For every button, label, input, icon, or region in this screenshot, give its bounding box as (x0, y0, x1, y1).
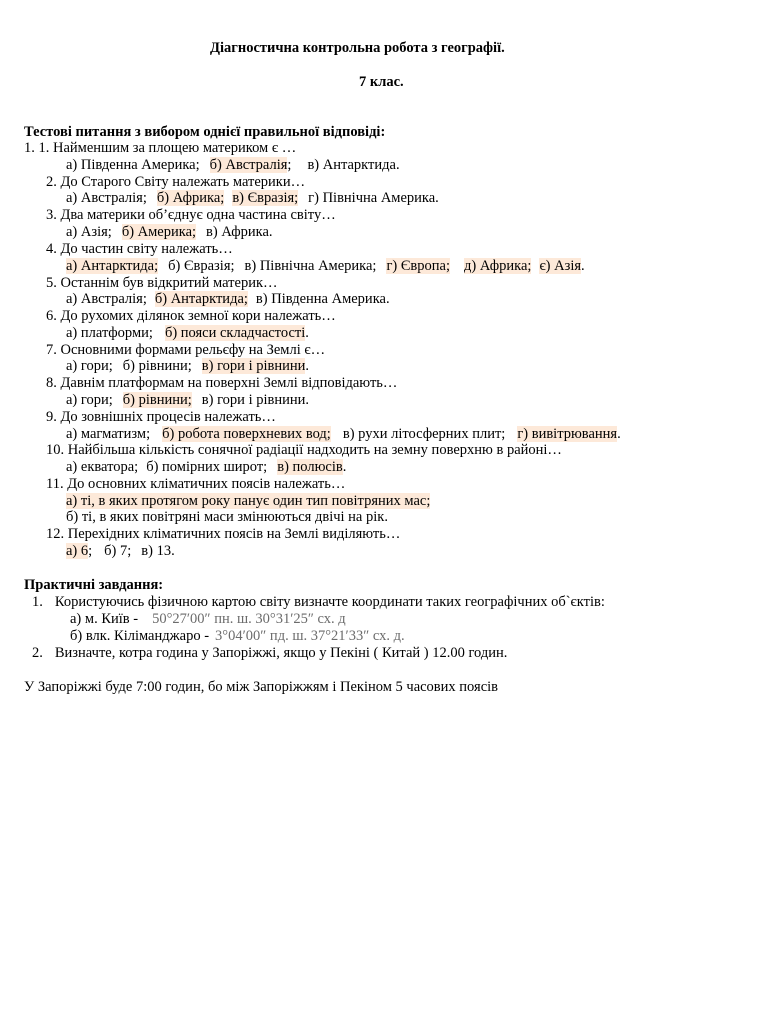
separator: . (305, 325, 309, 341)
option-c: в) гори і рівнини. (201, 392, 310, 408)
question-12-text: 12. Перехідних кліматичних поясів на Землі виділяють… (46, 526, 401, 542)
practice-heading: Практичні завдання: (24, 577, 164, 593)
option-b-correct: б) Африка; (156, 190, 225, 206)
question-4-options (66, 258, 585, 275)
option-c: в) Південна Америка. (255, 291, 390, 307)
option-c: в) Антарктида. (307, 157, 400, 173)
question-3-text: 3. Два материки об’єднує одна частина світу… (46, 207, 336, 223)
option-b-correct: б) пояси складчастості (164, 325, 306, 341)
grade-label: 7 клас. (359, 74, 404, 90)
practice-task-2 (32, 645, 507, 662)
option-d-correct: г) Європа; (386, 258, 450, 274)
question-12-options (66, 543, 175, 560)
question-7-options (66, 358, 309, 375)
task-1-number: 1. (32, 594, 43, 610)
option-c: в) Північна Америка; (244, 258, 377, 274)
question-3-options (66, 224, 273, 241)
question-1 (24, 140, 296, 157)
task-2-text: Визначте, котра година у Запоріжжі, якщо у Пекіні ( Китай ) 12.00 годин. (54, 645, 508, 661)
question-9-text: 9. До зовнішніх процесів належать… (46, 409, 276, 425)
question-2-text: 2. До Старого Світу належать материки… (46, 174, 306, 190)
option-b-correct: б) рівнини; (122, 392, 192, 408)
document-title: Діагностична контрольна робота з географії. (210, 40, 505, 56)
question-1-options (66, 157, 400, 174)
option-b: б) помірних широт; (146, 459, 268, 475)
option-b-correct: б) робота поверхневих вод; (162, 426, 331, 442)
separator: . (581, 258, 585, 274)
task-1-answer-a (70, 611, 346, 628)
option-a-correct: а) Антарктида; (66, 258, 159, 274)
option-b: б) рівнини; (122, 358, 192, 374)
option-b-correct: б) Австралія (209, 157, 288, 173)
answer-b-coordinates: 3°04′00″ пд. ш. 37°21′33″ сх. д. (215, 628, 405, 644)
option-a-correct: а) ті, в яких протягом року панує один тип повітряних мас; (66, 493, 431, 509)
task-1-text: Користуючись фізичною картою світу визначте координати таких географічних об`єктів: (54, 594, 605, 610)
option-e-correct: д) Африка; (464, 258, 532, 274)
question-10-options (66, 459, 346, 476)
option-b: б) Євразія; (168, 258, 235, 274)
question-5-text: 5. Останнім був відкритий материк… (46, 275, 278, 291)
option-c: в) рухи літосферних плит; (342, 426, 506, 442)
question-2-options (66, 190, 439, 207)
question-11-option-b: б) ті, в яких повітряні маси змінюються двічі на рік. (66, 509, 388, 525)
question-1-number: 1. 1. (24, 140, 50, 156)
separator: ; (88, 543, 93, 559)
practice-task-1 (32, 594, 605, 611)
answer-a-coordinates: 50°27′00″ пн. ш. 30°31′25″ сх. д (152, 611, 346, 627)
question-11-option-a (66, 493, 430, 510)
question-9-options (66, 426, 621, 443)
option-a: а) гори; (66, 392, 113, 408)
answer-a-label: а) м. Київ - (70, 611, 139, 627)
question-6-options (66, 325, 309, 342)
question-5-options (66, 291, 390, 308)
question-4-text: 4. До частин світу належать… (46, 241, 233, 257)
question-8-options (66, 392, 309, 409)
option-a: а) Австралія; (66, 190, 147, 206)
separator: ; (287, 157, 292, 173)
option-d-correct: г) вивітрювання (517, 426, 618, 442)
option-c: в) Африка. (206, 224, 273, 240)
option-c-correct: в) Євразія; (232, 190, 299, 206)
option-f-correct: є) Азія (539, 258, 582, 274)
option-d: г) Північна Америка. (308, 190, 439, 206)
question-1-text: Найменшим за площею материком є … (53, 140, 297, 156)
option-a: а) Південна Америка; (66, 157, 200, 173)
option-c-correct: в) гори і рівнини (201, 358, 306, 374)
question-6-text: 6. До рухомих ділянок земної кори належать… (46, 308, 336, 324)
question-8-text: 8. Давнім платформам на поверхні Землі відповідають… (46, 375, 398, 391)
answer-b-label: б) влк. Кіліманджаро - (70, 628, 210, 644)
option-a: а) гори; (66, 358, 113, 374)
question-7-text: 7. Основними формами рельєфу на Землі є… (46, 342, 326, 358)
option-b-correct: б) Антарктида; (154, 291, 248, 307)
separator: . (342, 459, 347, 475)
option-a-correct: а) 6 (66, 543, 89, 559)
option-b: б) 7; (104, 543, 132, 559)
separator: . (617, 426, 621, 442)
option-c-correct: в) полюсів (277, 459, 343, 475)
task-2-answer: У Запоріжжі буде 7:00 годин, бо між Запоріжжям і Пекіном 5 часових поясів (24, 679, 499, 695)
tests-heading: Тестові питання з вибором однієї правильної відповіді: (24, 124, 386, 140)
option-c: в) 13. (141, 543, 175, 559)
question-11-text: 11. До основних кліматичних поясів належать… (46, 476, 346, 492)
option-a: а) магматизм; (66, 426, 151, 442)
task-1-answer-b (70, 628, 405, 645)
option-a: а) Австралія; (66, 291, 147, 307)
question-10-text: 10. Найбільша кількість сонячної радіації надходить на земну поверхню в районі… (46, 442, 562, 458)
separator: . (305, 358, 310, 374)
option-b-correct: б) Америка; (121, 224, 197, 240)
task-2-number: 2. (32, 645, 43, 661)
option-a: а) платформи; (66, 325, 153, 341)
option-a: а) екватора; (66, 459, 139, 475)
option-a: а) Азія; (66, 224, 112, 240)
